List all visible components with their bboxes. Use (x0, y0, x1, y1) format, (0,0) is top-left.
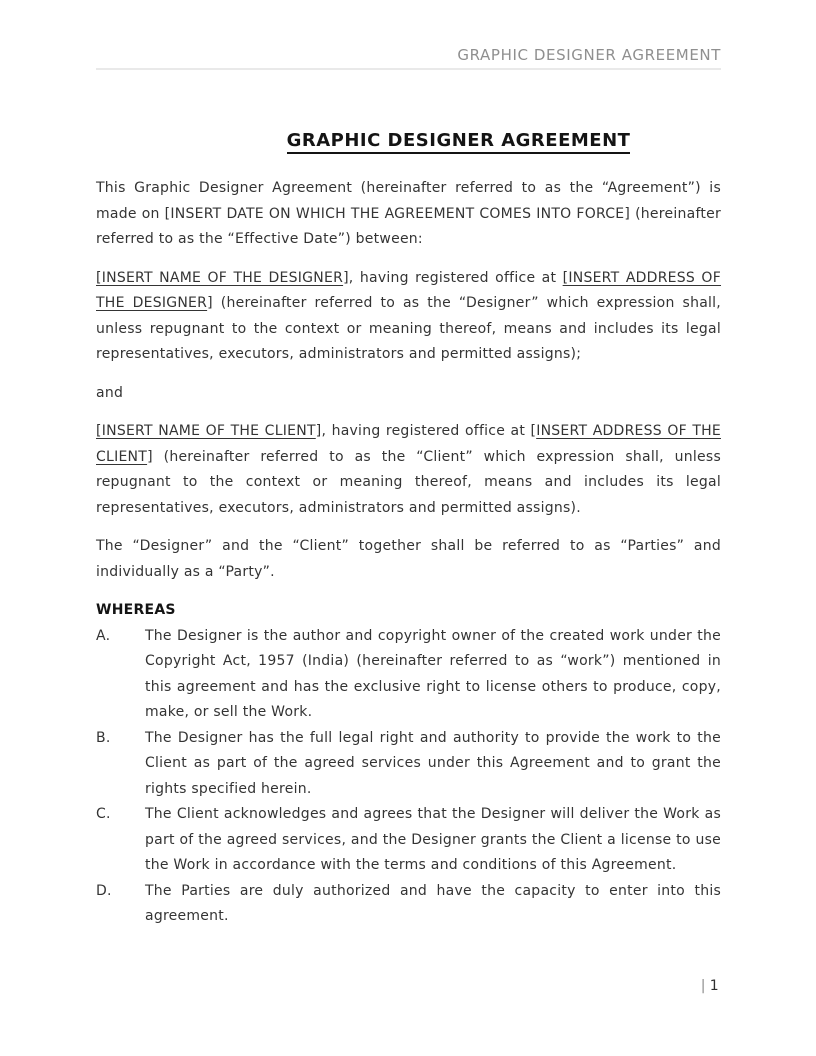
paragraph-container (96, 176, 721, 930)
fill-in-placeholder: INSERT ADDRESS OF THE CLIENT (96, 423, 721, 465)
paragraph (96, 381, 721, 407)
document-title-text: GRAPHIC DESIGNER AGREEMENT (287, 130, 631, 154)
running-header-title: GRAPHIC DESIGNER AGREEMENT (457, 46, 721, 64)
paragraph (96, 534, 721, 585)
recital-item (96, 726, 721, 803)
text-run: The Parties are duly authorized and have the capacity to enter into this agreement. (145, 882, 721, 924)
text-run: and (96, 384, 124, 401)
text-run: ] (hereinafter referred to as the “Designer” which expression shall, unless repugnant to the context or meaning thereof, means and includes its legal representatives, executors, administrators and permitted assigns); (96, 295, 721, 362)
paragraph (96, 266, 721, 368)
recital-item (96, 879, 721, 930)
text-run: ], having registered office at [ (315, 423, 537, 439)
page-footer (701, 978, 719, 994)
list-marker: A. (96, 627, 111, 644)
document-title (96, 130, 721, 152)
text-run: ], having registered office at (343, 269, 563, 286)
recital-item (96, 802, 721, 879)
text-run: The “Designer” and the “Client” together shall be referred to as “Parties” and individually as a “Party”. (96, 538, 721, 580)
page-number: 1 (709, 978, 719, 994)
text-run: ] (hereinafter referred to as the “Client” which expression shall, unless repugnant to the context or meaning thereof, means and includes its legal representatives, executors, administrators and permitted assigns). (96, 448, 721, 516)
fill-in-placeholder: [INSERT NAME OF THE DESIGNER (96, 269, 344, 286)
fill-in-placeholder: [INSERT NAME OF THE CLIENT (96, 423, 316, 439)
document-body (96, 68, 721, 930)
fill-in-placeholder: [INSERT ADDRESS OF THE DESIGNER (96, 269, 722, 311)
paragraph (96, 419, 721, 521)
paragraph (96, 176, 721, 253)
list-marker: D. (96, 882, 112, 899)
recital-item (96, 624, 721, 726)
section-heading (96, 598, 721, 624)
page-header (96, 0, 721, 70)
text-run: This Graphic Designer Agreement (hereinafter referred to as the “Agreement”) is made on [INSERT DATE ON WHICH THE AGREEMENT COMES INTO FORCE] (hereinafter referred to as the “Effective Date”) between: (96, 180, 721, 247)
text-run: WHEREAS (96, 602, 176, 618)
text-run: The Client acknowledges and agrees that the Designer will deliver the Work as part of the agreed services, and the Designer grants the Client a license to use the Work in accordance with the terms and conditions of this Agreement. (145, 806, 721, 873)
footer-separator: | (700, 978, 706, 994)
text-run: The Designer has the full legal right and authority to provide the work to the Client as part of the agreed services under this Agreement and to grant the rights specified herein. (145, 729, 721, 797)
list-marker: C. (96, 806, 111, 822)
text-run: The Designer is the author and copyright owner of the created work under the Copyright Act, 1957 (India) (hereinafter referred to as “work”) mentioned in this agreement and has the exclusive right to license others to produce, copy, make, or sell the Work. (145, 627, 721, 720)
list-marker: B. (96, 729, 111, 746)
